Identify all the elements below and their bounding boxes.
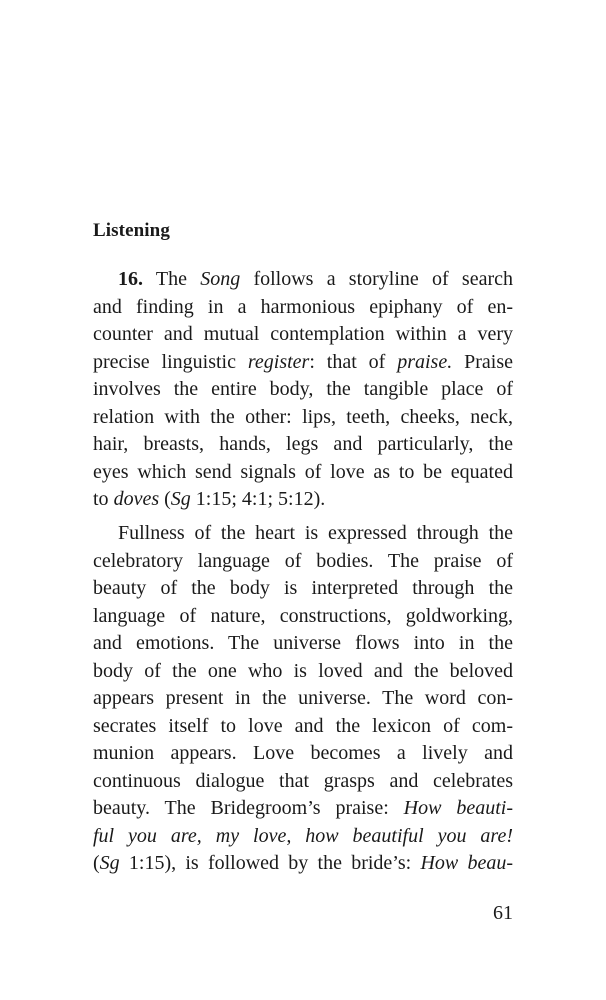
text-run: secrates itself to love and the lexicon of com- [93, 714, 513, 737]
text-run: Fullness of the heart is expressed through the [118, 522, 513, 544]
text-line [93, 294, 513, 322]
text-line [93, 266, 513, 294]
text-line [93, 404, 513, 432]
text-run: relation with the other: lips, teeth, cheeks, neck, [93, 405, 513, 428]
italic-text: How beau- [420, 852, 513, 874]
text-run: ( [93, 852, 100, 874]
text-line [93, 603, 513, 631]
text-run: : that of [309, 350, 398, 373]
text-run: The [143, 268, 201, 290]
italic-text: register [247, 350, 310, 373]
page-number: 61 [493, 902, 513, 924]
text-line [93, 685, 513, 713]
text-run: ( [159, 488, 171, 510]
italic-text: Song [200, 268, 241, 290]
text-run: beauty of the body is interpreted through the [93, 577, 513, 599]
text-line [93, 795, 513, 823]
italic-text: doves [113, 488, 160, 510]
text-line [93, 630, 513, 658]
text-run: body of the one who is loved and the beloved [93, 659, 513, 682]
text-run: counter and mutual contemplation within a very [93, 323, 513, 345]
italic-text: Sg [170, 488, 191, 510]
text-line [93, 431, 513, 459]
text-run: continuous dialogue that grasps and celebrates [93, 769, 513, 792]
italic-text: ful you are, my love, how beautiful you are! [93, 824, 513, 847]
text-run: hair, breasts, hands, legs and particularly, the [93, 433, 513, 455]
italic-text: How beauti- [403, 797, 514, 819]
text-run: eyes which send signals of love as to be equated [93, 460, 513, 483]
text-line [93, 575, 513, 603]
text-run: and finding in a harmonious epiphany of en- [93, 295, 513, 318]
text-line [93, 713, 513, 741]
section-heading: Listening [93, 220, 170, 241]
text-line [93, 349, 513, 377]
paragraph-16 [93, 266, 513, 514]
text-run: precise linguistic [93, 350, 248, 373]
text-line [93, 486, 513, 514]
text-line [93, 548, 513, 576]
text-run: language of nature, constructions, goldworking, [93, 604, 513, 627]
text-run: follows a storyline of search [240, 268, 514, 290]
text-line [93, 850, 513, 878]
text-run: celebratory language of bodies. The praise of [93, 549, 513, 572]
text-run: and emotions. The universe flows into in the [93, 632, 513, 654]
text-line [93, 520, 513, 548]
text-run: involves the entire body, the tangible place of [93, 378, 513, 400]
paragraph-number: 16. [118, 268, 143, 290]
text-run: 1:15), is followed by the bride’s: [119, 852, 421, 874]
paragraph-continuation [93, 520, 513, 878]
text-line [93, 768, 513, 796]
text-run: to [93, 488, 114, 510]
italic-text: praise. [397, 350, 453, 373]
text-run: Praise [452, 350, 513, 373]
text-run: 1:15; 4:1; 5:12). [190, 488, 326, 510]
text-line [93, 376, 513, 404]
text-line [93, 459, 513, 487]
text-line [93, 658, 513, 686]
text-run: appears present in the universe. The word con- [93, 687, 513, 709]
text-line [93, 823, 513, 851]
text-line [93, 740, 513, 768]
italic-text: Sg [99, 852, 120, 874]
text-run: beauty. The Bridegroom’s praise: [93, 797, 404, 819]
text-run: munion appears. Love becomes a lively and [93, 742, 513, 764]
text-line [93, 321, 513, 349]
